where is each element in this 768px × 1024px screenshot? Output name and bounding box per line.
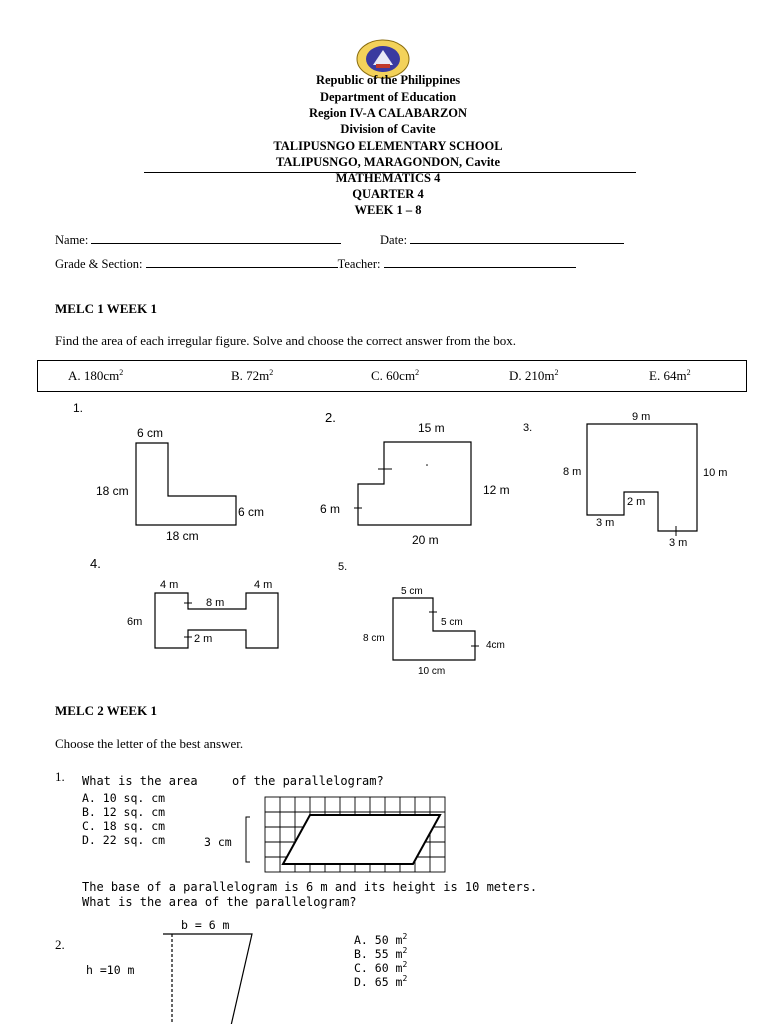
teacher-label: Teacher:: [337, 257, 381, 271]
q1-option-d[interactable]: D. 22 sq. cm: [82, 833, 166, 847]
q1-options: [82, 791, 165, 847]
q1-text-b: of the parallelogram?: [232, 774, 384, 788]
fig2-shape: [358, 442, 471, 525]
header-line-republic: Republic of the Philippines: [315, 73, 461, 87]
q2-text-line1: The base of a parallelogram is 6 m and its height is 10 meters.: [82, 880, 538, 894]
q2-option-d[interactable]: D. 65 $m^2$: [354, 974, 408, 989]
fig5-shape: [393, 598, 475, 660]
fig3-label-bottom-left: 3 m: [596, 517, 615, 529]
choice-e: E. $64m^2$: [649, 368, 691, 383]
fig2-label-bottom: 20 m: [412, 533, 439, 547]
q1-option-b[interactable]: B. 12 sq. cm: [82, 805, 166, 819]
name-label: Name:: [55, 233, 89, 247]
melc2-title: MELC 2 WEEK 1: [55, 703, 157, 718]
melc1-instruction: Find the area of each irregular figure. Solve and choose the correct answer from the box.: [55, 333, 516, 348]
grade-section-field[interactable]: [55, 256, 576, 272]
fig3-number: 3.: [523, 422, 533, 434]
fig5-label-left: 8 cm: [363, 633, 385, 644]
header-line-school: TALIPUSNGO ELEMENTARY SCHOOL: [273, 139, 503, 153]
fig4-label-inner-bottom: 2 m: [194, 633, 213, 645]
choice-b: B. $72m^2$: [231, 368, 274, 383]
fig1-number: 1.: [73, 401, 84, 415]
q2-option-b[interactable]: B. 55 $m^2$: [354, 946, 408, 961]
fig4-label-left: 6m: [127, 616, 143, 628]
q2-height-label: h =10 m: [86, 963, 135, 977]
fig4-label-top-right: 4 m: [254, 579, 273, 591]
choice-a: A. $180cm^2$: [68, 368, 124, 383]
q1-option-a[interactable]: A. 10 sq. cm: [82, 791, 166, 805]
q1-height-label: 3 cm: [204, 835, 232, 849]
q2-parallelogram: [141, 934, 252, 1024]
fig5-label-bottom: 10 cm: [418, 666, 446, 677]
fig3-label-bottom-right: 3 m: [669, 537, 688, 549]
q2-number: 2.: [55, 937, 65, 952]
fig2-number: 2.: [325, 410, 336, 425]
fig1-shape: [136, 443, 236, 525]
choice-d: D. $210m^2$: [509, 368, 559, 383]
header-line-division: Division of Cavite: [340, 122, 436, 136]
fig2-label-right: 12 m: [483, 483, 510, 497]
fig4-number: 4.: [90, 556, 101, 571]
fig5-label-right: 4cm: [486, 640, 505, 651]
q1-option-c[interactable]: C. 18 sq. cm: [82, 819, 166, 833]
fig3-label-inner: 2 m: [627, 496, 646, 508]
date-label: Date:: [380, 233, 408, 247]
q2-option-c[interactable]: C. 60 $m^2$: [354, 960, 408, 975]
fig5-label-top: 5 cm: [401, 586, 423, 597]
fig5-number: 5.: [338, 561, 348, 573]
q1-parallelogram-grid: [240, 795, 450, 875]
q2-text-line2: What is the area of the parallelogram?: [82, 895, 357, 909]
grade-section-label: Grade & Section:: [55, 257, 143, 271]
header-line-subject: MATHEMATICS 4: [335, 171, 441, 185]
q2-option-a[interactable]: A. 50 $m^2$: [354, 932, 408, 947]
irregular-figures: [0, 395, 768, 685]
melc1-title: MELC 1 WEEK 1: [55, 301, 157, 316]
fig4-label-top-left: 4 m: [160, 579, 179, 591]
grade-section-blank[interactable]: [146, 256, 338, 268]
name-blank[interactable]: [91, 232, 341, 244]
q1-text-a: What is the area: [82, 774, 198, 788]
fig1-label-left: 18 cm: [96, 484, 129, 498]
fig3-label-top: 9 m: [632, 411, 651, 423]
fig2-label-top: 15 m: [418, 421, 445, 435]
fig1-label-top: 6 cm: [137, 426, 164, 440]
fig3-label-right: 10 m: [703, 467, 728, 479]
fig4-label-inner-top: 8 m: [206, 597, 225, 609]
q2-options: [354, 933, 407, 989]
fig1-label-bottom: 18 cm: [166, 529, 199, 543]
melc2-instruction: Choose the letter of the best answer.: [55, 736, 244, 751]
fig1-label-right: 6 cm: [238, 505, 265, 519]
name-field[interactable]: [55, 232, 341, 248]
q1-number: 1.: [55, 769, 65, 784]
header-line-week: WEEK 1 – 8: [354, 203, 422, 217]
header-line-quarter: QUARTER 4: [352, 187, 424, 201]
fig2-label-left: 6 m: [320, 502, 341, 516]
date-field[interactable]: [380, 232, 624, 248]
header-line-region: Region IV-A CALABARZON: [308, 106, 468, 120]
header-line-department: Department of Education: [319, 90, 457, 104]
q2-base-label: b = 6 m: [181, 918, 230, 932]
q1-parallelogram: [283, 815, 440, 864]
q2-parallelogram-figure: [140, 930, 260, 1024]
date-blank[interactable]: [410, 232, 624, 244]
teacher-blank[interactable]: [384, 256, 576, 268]
header-line-address: TALIPUSNGO, MARAGONDON, Cavite: [275, 155, 501, 169]
answer-choices-box: [37, 360, 747, 392]
choice-c: C. $60cm^2$: [371, 368, 420, 383]
fig5-label-inner: 5 cm: [441, 617, 463, 628]
fig3-shape: [587, 424, 697, 531]
fig3-label-left: 8 m: [563, 466, 582, 478]
